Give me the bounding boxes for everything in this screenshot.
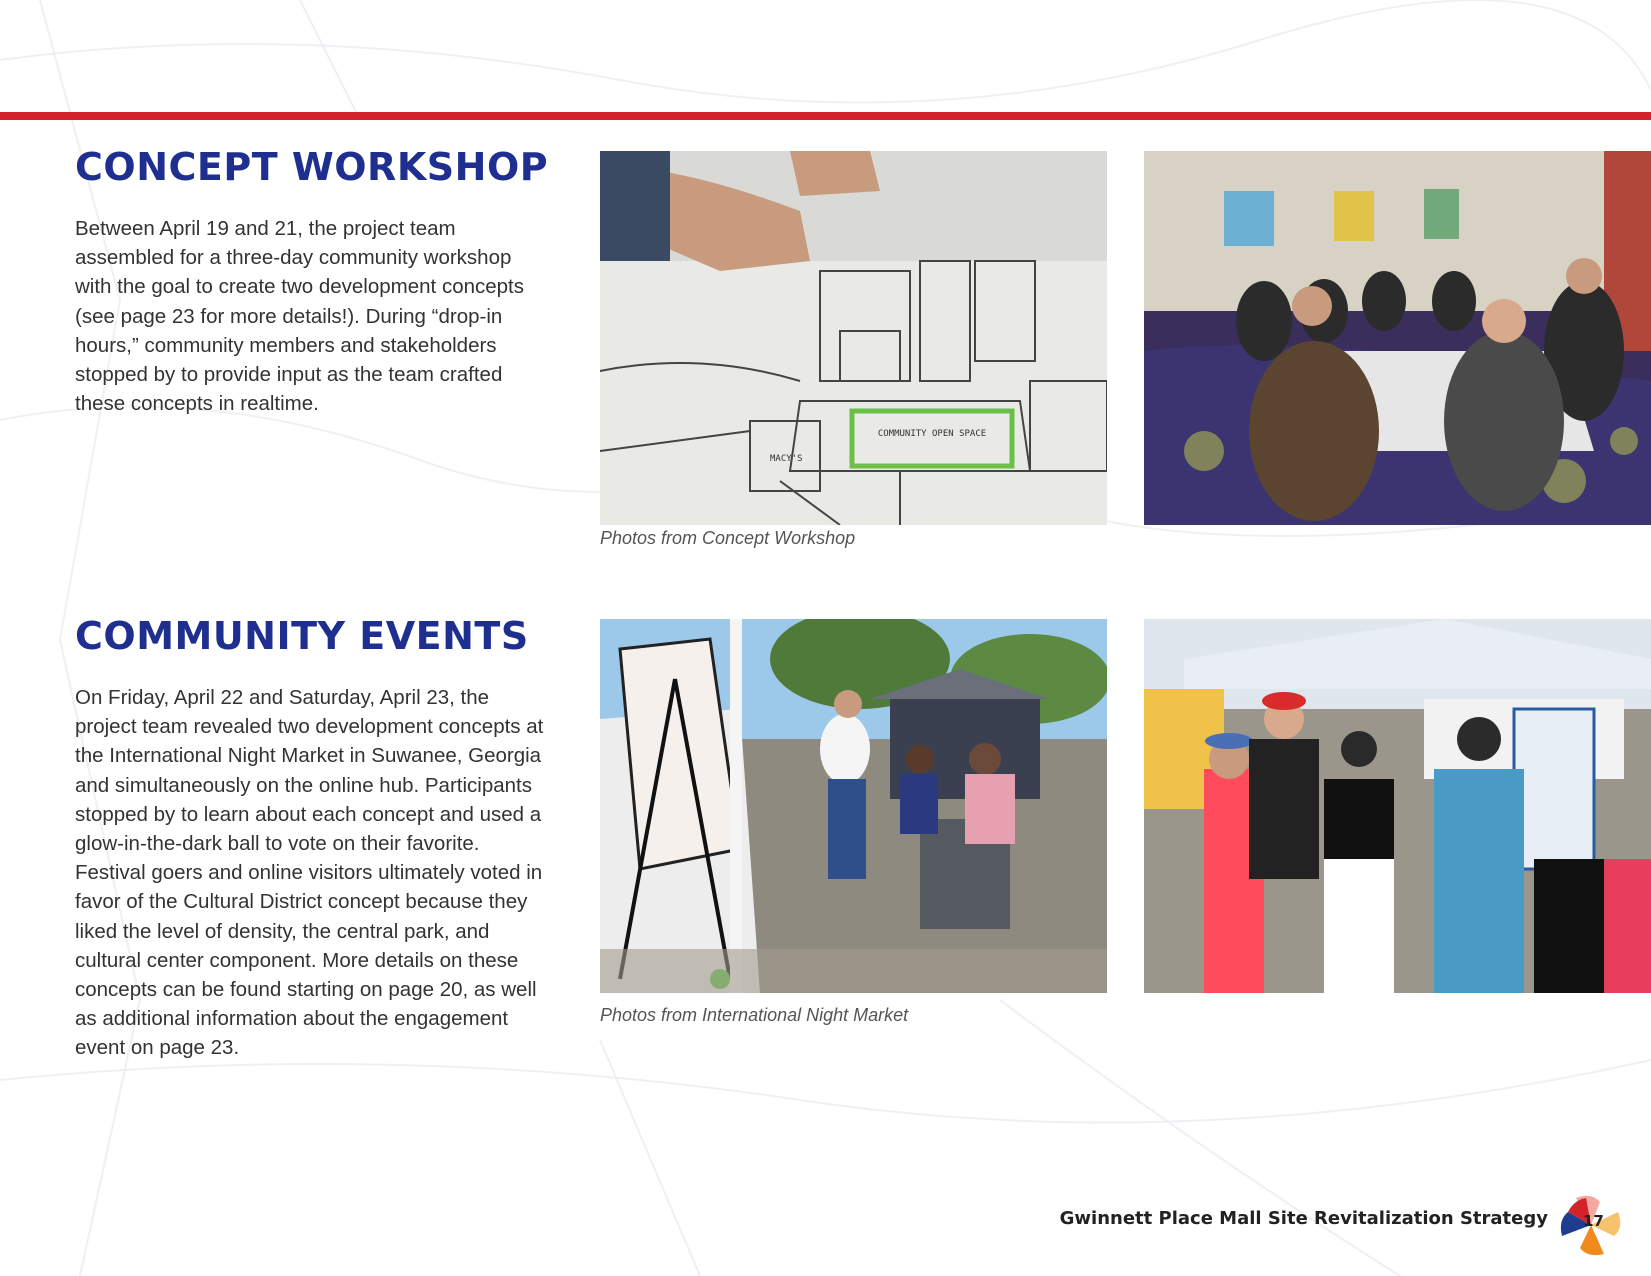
concept-workshop-heading: CONCEPT WORKSHOP [75, 145, 549, 189]
page-number: 17 [1583, 1212, 1604, 1230]
concept-workshop-body: Between April 19 and 21, the project team assembled for a three-day community workshop with the goal to create two development concepts (see page 23 for more details!). During “drop-in hours,” community members and stakeholders stopped by to provide input as the team crafted these concepts in realtime. [75, 217, 524, 416]
workshop-meeting-photo [1144, 151, 1651, 525]
concept-workshop-caption: Photos from Concept Workshop [600, 528, 856, 548]
sketch-label-open-space: COMMUNITY OPEN SPACE [877, 429, 987, 439]
community-events-caption: Photos from International Night Market [600, 1005, 909, 1025]
concept-sketch-photo [600, 151, 1107, 525]
header-red-rule [0, 112, 1651, 120]
community-events-body: On Friday, April 22 and Saturday, April 23, the project team revealed two development concepts at the International Night Market in Suwanee, Georgia and simultaneously on the online hub. Participants stopped by to learn about each concept and used a glow-in-the-dark ball to vote on their favorite. Festival goers and online visitors ultimately voted in favor of the Cultural District concept because they liked the level of density, the central park, and cultural center component. More details on these concepts can be found starting on page 20, as well as additional information about the engagement event on page 23. [75, 686, 544, 1060]
night-market-photo-1 [600, 619, 1107, 993]
footer-report-title: Gwinnett Place Mall Site Revitalization Strategy [1059, 1208, 1548, 1229]
sketch-label-macys: MACY'S [770, 454, 803, 464]
night-market-photo-2 [1144, 619, 1651, 993]
community-events-heading: COMMUNITY EVENTS [75, 614, 529, 658]
